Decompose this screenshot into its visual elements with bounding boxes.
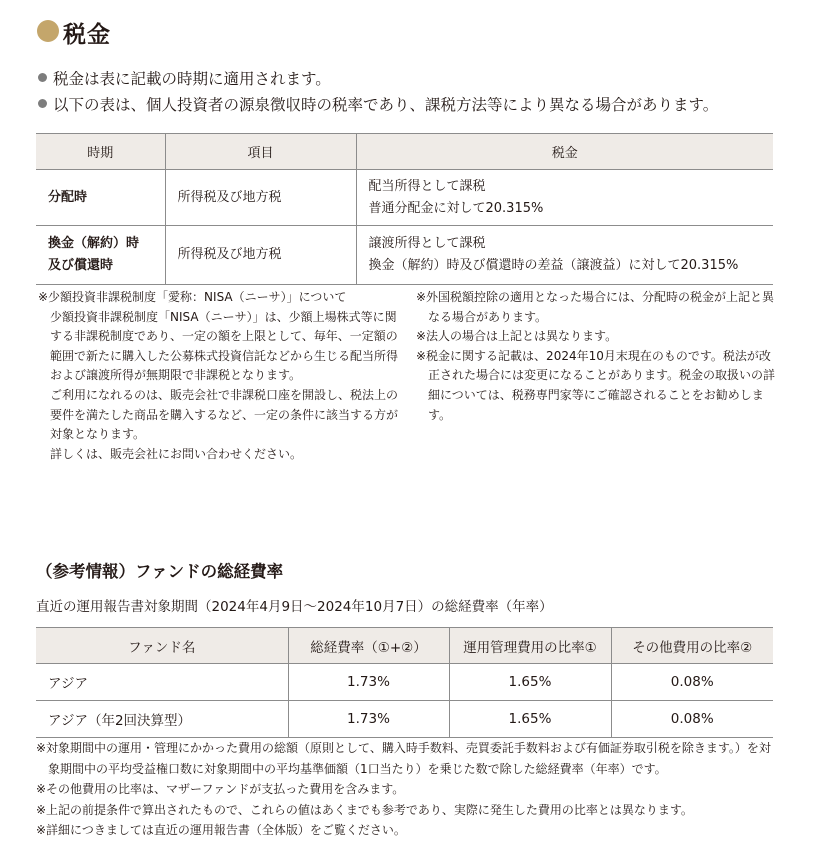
- fund-name-cell: アジア（年2回決算型）: [36, 701, 288, 738]
- page-title: 税金: [63, 22, 111, 48]
- bullet-dot-icon: [38, 73, 47, 82]
- other-ratio-cell: 0.08%: [611, 701, 773, 738]
- nisa-note-paragraph: 詳しくは、販売会社にお問い合わせください。: [50, 446, 303, 461]
- total-ratio-cell: 1.73%: [288, 701, 449, 738]
- col-period: 時期: [36, 134, 165, 170]
- fee-notes: [36, 738, 781, 841]
- tax-note: ※税金に関する記載は、2024年10月末現在のものです。税法が改正された場合には変更になることがあります。税金の取扱いの詳細については、税務専門家等にご確認されることをお勧めします。: [416, 348, 776, 422]
- fee-note: ※対象期間中の運用・管理にかかった費用の総額（原則として、購入時手数料、売買委託手数料および有価証券取引税を除きます。）を対象期間中の平均受益権口数に対象期間中の平均基準価額（1口当たり）を乗じた数で除した総経費率（年率）です。: [36, 741, 771, 776]
- tax-notes: [416, 288, 776, 425]
- nisa-notes: [38, 288, 400, 464]
- report-period: 直近の運用報告書対象期間（2024年4月9日～2024年10月7日）の総経費率（年率）: [36, 599, 553, 615]
- tax-table: [36, 133, 773, 285]
- expense-ratio-table: [36, 627, 773, 738]
- tax-table-header: [36, 134, 773, 170]
- bullet-dot-icon: [38, 99, 47, 108]
- title-dot-icon: [37, 20, 59, 42]
- col-total-ratio: 総経費率（①+②）: [288, 628, 449, 664]
- other-ratio-cell: 0.08%: [611, 664, 773, 701]
- table-row: [36, 226, 773, 285]
- col-other-ratio: その他費用の比率②: [611, 628, 773, 664]
- item-cell: 所得税及び地方税: [165, 170, 356, 226]
- col-tax: 税金: [356, 134, 773, 170]
- bullet-item: 税金は表に記載の時期に適用されます。: [38, 66, 718, 92]
- mgmt-ratio-cell: 1.65%: [449, 701, 611, 738]
- nisa-note-paragraph: ご利用になれるのは、販売会社で非課税口座を開設し、税法上の要件を満たした商品を購入するなど、一定の条件に該当する方が対象となります。: [50, 387, 399, 442]
- col-mgmt-ratio: 運用管理費用の比率①: [449, 628, 611, 664]
- intro-bullets: [38, 66, 718, 118]
- nisa-note-head: ※少額投資非課税制度「愛称：NISA（ニーサ）」について: [38, 290, 347, 304]
- fund-name-cell: アジア: [36, 664, 288, 701]
- fee-note: ※その他費用の比率は、マザーファンドが支払った費用を含みます。: [36, 782, 405, 796]
- period-cell: 換金（解約）時 及び償還時: [36, 226, 165, 285]
- mgmt-ratio-cell: 1.65%: [449, 664, 611, 701]
- tax-note: ※外国税額控除の適用となった場合には、分配時の税金が上記と異なる場合があります。: [416, 290, 775, 324]
- section-title: （参考情報）ファンドの総経費率: [36, 562, 284, 581]
- bullet-item: 以下の表は、個人投資者の源泉徴収時の税率であり、課税方法等により異なる場合があります。: [38, 92, 718, 118]
- fee-table-header: [36, 628, 773, 664]
- period-cell: 分配時: [36, 170, 165, 226]
- total-ratio-cell: 1.73%: [288, 664, 449, 701]
- item-cell: 所得税及び地方税: [165, 226, 356, 285]
- table-row: [36, 701, 773, 738]
- col-item: 項目: [165, 134, 356, 170]
- tax-cell: 譲渡所得として課税 換金（解約）時及び償還時の差益（譲渡益）に対して20.315%: [356, 226, 773, 285]
- table-row: [36, 664, 773, 701]
- tax-cell: 配当所得として課税 普通分配金に対して20.315%: [356, 170, 773, 226]
- table-row: [36, 170, 773, 226]
- fee-note: ※詳細につきましては直近の運用報告書（全体版）をご覧ください。: [36, 823, 406, 837]
- col-fund-name: ファンド名: [36, 628, 288, 664]
- nisa-note-paragraph: 少額投資非課税制度「NISA（ニーサ）」は、少額上場株式等に関する非課税制度であり、一定の額を上限として、毎年、一定額の範囲で新たに購入した公募株式投資信託などから生じる配当所得および譲渡所得が無期限で非課税となります。: [50, 309, 399, 383]
- tax-note: ※法人の場合は上記とは異なります。: [416, 329, 618, 344]
- fee-note: ※上記の前提条件で算出されたもので、これらの値はあくまでも参考であり、実際に発生した費用の比率とは異なります。: [36, 802, 693, 817]
